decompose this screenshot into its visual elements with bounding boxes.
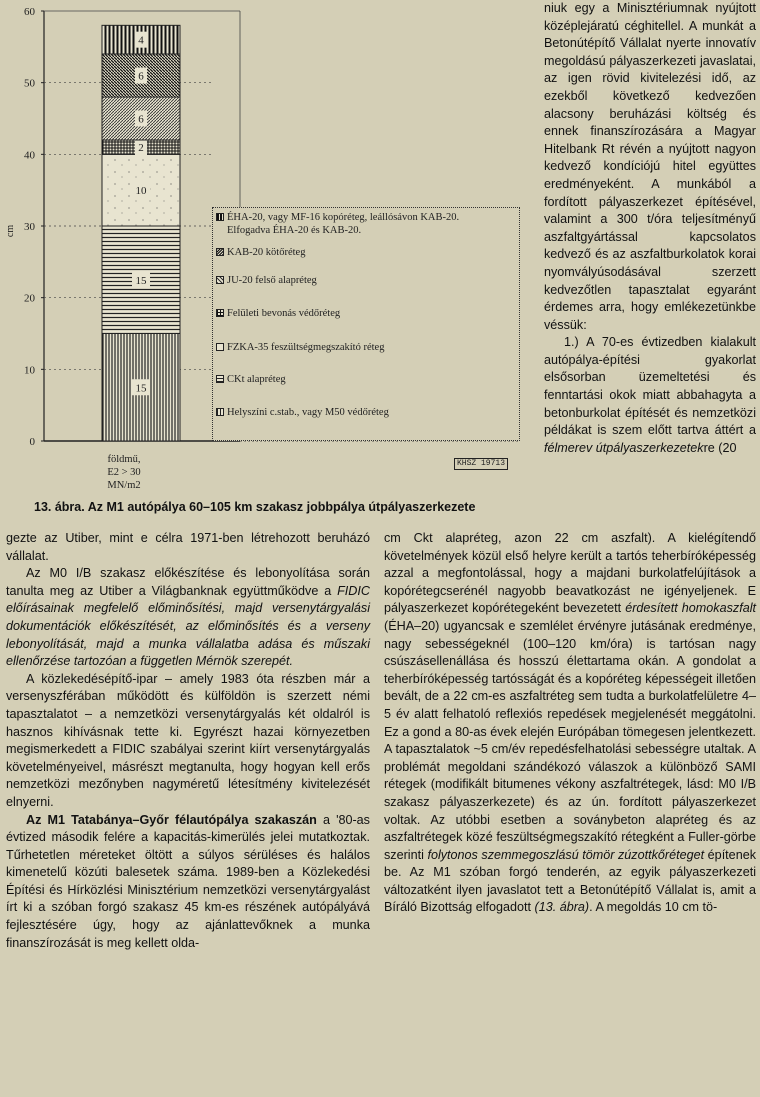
bar-segment-label: 2 — [138, 142, 144, 155]
legend-swatch-icon — [216, 309, 224, 317]
legend-swatch-icon — [216, 343, 224, 351]
right-column-top — [544, 0, 756, 457]
y-tick-label: 50 — [24, 77, 35, 90]
paragraph: gezte az Utiber, mint e célra 1971-ben létrehozott beruházó vállalat. — [6, 531, 370, 563]
x-category-label — [94, 453, 154, 492]
legend-swatch-icon — [216, 213, 224, 221]
y-tick-label: 10 — [24, 364, 35, 377]
legend-swatch-icon — [216, 375, 224, 383]
text-run: 1.) A 70-es évtizedben kialakult autópálya-építési gyakorlat elsősorban üzemeltetési és fenntartási okok miatt abbahagyta a betonburkolat építését és nemzetközi példákat is szem előtt tartva áttért a — [544, 335, 756, 438]
y-tick-label: 40 — [24, 149, 35, 162]
text-run: Az M0 I/B szakasz előkészítése és lebonyolítása során tanulta meg az Utiber a Világbanknak együttműködve a — [6, 566, 370, 598]
bar-segment-label: 4 — [138, 34, 144, 47]
legend-item — [216, 373, 286, 386]
text-run: (ÉHA–20) ugyancsak e szemlélet érvényre jutásának eredménye, nagy sebességeknél (100–120 km/óra) is tartósan nagy csúszásellenállása és hosszú élettartama okán. A gondolat a teherbíróképesség tartósságát és a kopóréteg képességeit illetően bevált, de a 22 cm-es aszfaltréteg sem tudta a burkolatfelületre 4–5 év alatt felhatoló reflexiós repedések megjelenését meggátolni. Ez a gond a 80-as évek elején Európában tömegesen jelentkezett. A tapasztalatok ~5 cm/év repedésfelhatolási sebességre utaltak. A problémát megoldani szándékozó válaszok a különböző SAMI rétegek (modifikált bitumenes vékony aszfaltrétegek, lásd: M0 I/B szakasz pályaszerkezete) és az ún. fordított pályaszerkezet voltak. Az utóbbi esetben a soványbeton alapréteg és az aszfaltrétegek közé feszültségmegszakító rétegként a Fuller-görbe szerinti — [384, 618, 756, 862]
legend-swatch-icon — [216, 276, 224, 284]
x-category-line-3: MN/m2 — [107, 480, 141, 491]
legend-label-line: Elfogadva ÉHA-20 és KAB-20. — [227, 225, 362, 236]
legend — [212, 207, 520, 441]
paragraph: A közlekedésépítő-ipar – amely 1983 óta részben már a versenyszférában működött és külföldön is szerzett némi tapasztalatot – a nemzetközi versenytárgyalás két oldalról is hasznos kihívásnak tette ki. Egyrészt hazai környezetben megismerkedett a FIDIC szabályai szerint kiírt versenytárgyalás követelményeivel, másrészt megtanulta, hogy hogyan kell erős nemzetközi mezőnyben nagyméretű létesítmény kivitelezését elnyerni. — [6, 671, 370, 809]
text-run: építenek be. Az M1 szóban forgó tenderén, az egyik pályaszerkezeti változatként ilyen javaslatot tett a Betonútépítő Vállalat is, amit a Bíráló Bizottság elfogadott — [384, 847, 756, 915]
bold-run: Az M1 Tatabánya–Győr félautópálya szakaszán — [26, 812, 317, 827]
paragraph — [544, 334, 756, 457]
legend-swatch-icon — [216, 408, 224, 416]
italic-run: FIDIC előírásainak megfelelő előminősítési, majd versenytárgyalási dokumentációk előkészítését, az előminősítés és a verseny lebonyolítását, majd a munka vállalatba adása és műszaki ellenőrzése tartozóan a független Mérnök szerepét. — [6, 583, 370, 669]
text-run: . A megoldás 10 cm tö- — [589, 900, 718, 915]
legend-label — [227, 246, 305, 259]
text-run: a '80-as évtized második felére a kapacitás-kimerülés jelei mutatkoztak. Tűrhetetlen méreteket öltött a súlyos sérüléses és halálos kimenetelű közúti balesetek száma. 1989-ben a Közlekedési Építési és Hírközlési Minisztérium nemzetközi versenytárgyalást írt ki a szóban forgó szakasz 45 km-es részének autópályává fejlesztésére úgy, hogy az ajánlattevőknek a munka finanszírozását is meg kellett olda- — [6, 812, 370, 950]
legend-label — [227, 373, 286, 386]
paragraph — [6, 565, 370, 671]
legend-label — [227, 274, 317, 287]
text-run: re (20 — [703, 440, 737, 455]
italic-run: érdesített homokaszfalt — [625, 601, 756, 616]
legend-label-line: FZKA-35 feszültségmegszakító réteg — [227, 342, 385, 353]
legend-label-line: CKt alapréteg — [227, 374, 286, 385]
bar-segment-label: 15 — [135, 274, 147, 287]
bar-segment-label: 10 — [135, 185, 147, 198]
legend-label — [227, 341, 384, 354]
y-tick-label: 0 — [29, 436, 35, 448]
legend-label-line: Helyszíni c.stab., vagy M50 védőréteg — [227, 407, 389, 418]
legend-label — [227, 307, 340, 320]
italic-term: félmerev útpályaszerkezetek — [544, 440, 704, 455]
legend-item — [216, 211, 459, 237]
right-column-bottom — [384, 530, 756, 917]
legend-label — [227, 211, 459, 237]
text-run: cm Ckt alapréteg, azon 22 cm aszfalt). A kielégítendő követelmények közül első helyre került a tartós teherbíróképesség azzal a megfontolással, hogy a majdani burkolatfelújítások a kopórétegcserénél nagyobb beavatkozást ne igényeljenek. E pályaszerkezet kopórétegeként bevezetett — [384, 531, 756, 616]
legend-item — [216, 246, 305, 259]
y-tick-label: 60 — [24, 6, 35, 18]
x-category-line-1: földmű, — [107, 454, 141, 465]
paragraph — [384, 530, 756, 917]
legend-item — [216, 307, 340, 320]
left-column — [6, 530, 370, 952]
figure-caption: 13. ábra. Az M1 autópálya 60–105 km szakasz jobbpálya útpályaszerkezete — [34, 500, 476, 514]
legend-swatch-icon — [216, 248, 224, 256]
italic-run: folytonos szemmegoszlású tömör zúzottkőréteget — [427, 847, 705, 862]
legend-item — [216, 406, 389, 419]
y-tick-label: 30 — [24, 221, 35, 233]
italic-run: (13. ábra) — [534, 900, 590, 915]
x-category-line-2: E2 > 30 — [107, 467, 141, 478]
paragraph — [6, 812, 370, 953]
y-tick-label: 20 — [24, 292, 35, 305]
legend-label-line: Felületi bevonás védőréteg — [227, 308, 341, 319]
bar-segment-label: 15 — [135, 382, 147, 395]
paragraph: niuk egy a Minisztériumnak nyújtott középlejáratú céghitellel. A munkát a Betonútépítő Vállalat nyerte innovatív megoldású pályaszerkezeti javaslatai, az igen rövid kivitelezési idő, az ezekből következő kedvezően alacsony beruházási költség és ennek finanszírozására a Magyar Hitelbank Rt révén a nyújtott nagyon kedvező kondíciójú hitel együttes eredményeként. A munkából a fordított pályaszerkezet építésével, valamint a 300 t/óra teljesítményű aszfaltgyártással kapcsolatos kedvező és az aszfaltburkolatok korai nyomvályúsodásával szerzett kedvezőtlen tapasztalat egyaránt érdemes arra, hogy emlékezetünkbe véssük: — [544, 1, 756, 332]
legend-label-line: ÉHA-20, vagy MF-16 kopóréteg, leállósávon KAB-20. — [227, 212, 460, 223]
legend-label-line: KAB-20 kötőréteg — [227, 247, 306, 258]
figure-13 — [0, 0, 540, 514]
legend-item — [216, 341, 384, 354]
figure-stamp: KHSZ 19713 — [454, 458, 508, 470]
bar-segment-label: 6 — [138, 113, 144, 126]
y-axis-label: cm — [5, 224, 16, 238]
legend-label-line: JU-20 felső alapréteg — [227, 275, 317, 286]
legend-label — [227, 406, 389, 419]
legend-item — [216, 274, 317, 287]
bar-segment-label: 6 — [138, 70, 144, 83]
